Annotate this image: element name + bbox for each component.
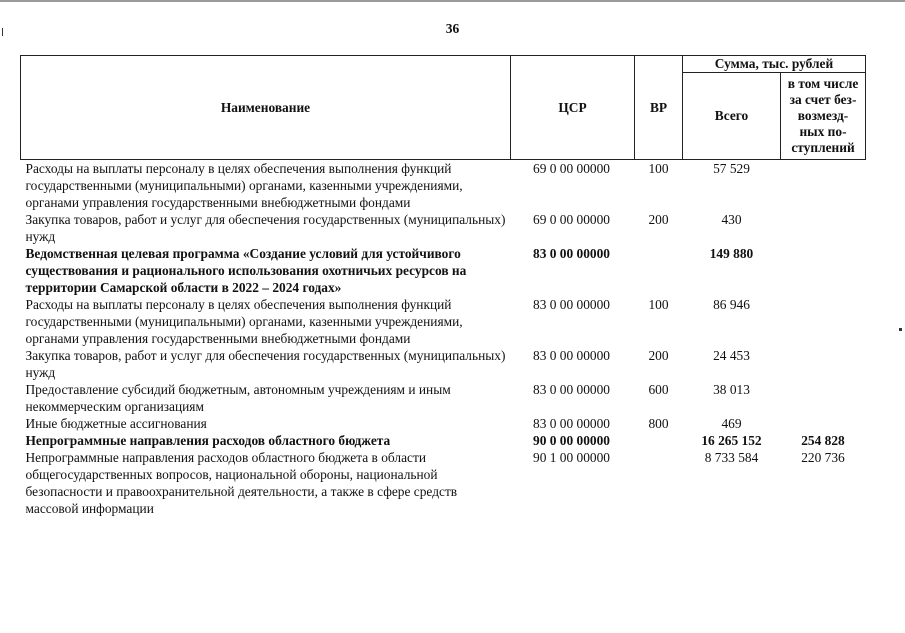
row-total: 149 880 xyxy=(709,246,754,261)
row-free xyxy=(781,347,866,381)
row-csr: 83 0 00 00000 xyxy=(533,246,610,261)
table-body xyxy=(21,160,866,518)
row-name: Закупка товаров, работ и услуг для обеспечения государственных (муниципальных) нужд xyxy=(25,212,506,244)
table-row xyxy=(21,245,866,296)
header-sum: Сумма, тыс. рублей xyxy=(683,56,866,73)
row-total: 86 946 xyxy=(713,297,750,312)
row-name: Расходы на выплаты персоналу в целях обеспечения выполнения функций государственными (муниципальными) органами, казенными учреждениями, органами управления государственными внебюджетными фондами xyxy=(25,297,463,346)
table-row xyxy=(21,449,866,517)
table-row xyxy=(21,381,866,415)
header-free-line: возмезд- xyxy=(797,108,849,123)
table-row xyxy=(21,415,866,432)
row-csr: 83 0 00 00000 xyxy=(533,348,610,363)
row-free xyxy=(781,160,866,212)
header-free xyxy=(781,73,866,160)
row-name: Закупка товаров, работ и услуг для обеспечения государственных (муниципальных) нужд xyxy=(25,348,506,380)
row-name: Ведомственная целевая программа «Создание условий для устойчивого существования и рационального использования охотничьих ресурсов на территории Самарской области в 2022 – 2024 годах» xyxy=(25,246,467,295)
table-row xyxy=(21,160,866,212)
row-vr xyxy=(635,449,683,517)
header-total: Всего xyxy=(683,73,781,160)
row-free xyxy=(781,245,866,296)
row-vr: 200 xyxy=(648,348,669,363)
row-csr: 83 0 00 00000 xyxy=(533,416,610,431)
row-csr: 90 0 00 00000 xyxy=(533,433,610,448)
row-csr: 69 0 00 00000 xyxy=(533,212,610,227)
table-row xyxy=(21,211,866,245)
row-vr: 100 xyxy=(648,297,669,312)
budget-table xyxy=(20,55,866,517)
row-vr xyxy=(635,245,683,296)
scan-mark-right xyxy=(899,328,902,331)
row-total: 16 265 152 xyxy=(701,433,762,448)
row-name: Расходы на выплаты персоналу в целях обеспечения выполнения функций государственными (муниципальными) органами, казенными учреждениями, органами управления государственными внебюджетными фондами xyxy=(25,161,463,210)
header-free-line: в том числе xyxy=(787,76,859,91)
row-csr: 83 0 00 00000 xyxy=(533,382,610,397)
scan-edge-line xyxy=(0,0,905,2)
row-free xyxy=(781,296,866,347)
table-header xyxy=(21,56,866,160)
row-name: Непрограммные направления расходов областного бюджета в области общегосударственных вопросов, национальной обороны, национальной безопасности и правоохранительной деятельности, а также в сфере средств массовой информации xyxy=(25,450,458,516)
row-free: 254 828 xyxy=(801,433,845,448)
row-name: Предоставление субсидий бюджетным, автономным учреждениям и иным некоммерческим организациям xyxy=(25,382,451,414)
row-vr: 600 xyxy=(648,382,669,397)
header-free-line: ных по- xyxy=(799,124,847,139)
header-free-line: за счет без- xyxy=(789,92,857,107)
row-vr: 800 xyxy=(648,416,669,431)
table-row xyxy=(21,296,866,347)
table-row xyxy=(21,432,866,449)
row-vr: 100 xyxy=(648,161,669,176)
row-free xyxy=(781,381,866,415)
row-csr: 90 1 00 00000 xyxy=(533,450,610,465)
header-vr: ВР xyxy=(635,56,683,160)
row-total: 8 733 584 xyxy=(704,450,759,465)
header-name: Наименование xyxy=(21,56,511,160)
row-name: Иные бюджетные ассигнования xyxy=(25,416,207,431)
page-number: 36 xyxy=(445,21,460,36)
row-total: 430 xyxy=(721,212,742,227)
row-csr: 69 0 00 00000 xyxy=(533,161,610,176)
table-row xyxy=(21,347,866,381)
row-free xyxy=(781,211,866,245)
row-vr xyxy=(635,432,683,449)
row-name: Непрограммные направления расходов областного бюджета xyxy=(25,433,391,448)
row-csr: 83 0 00 00000 xyxy=(533,297,610,312)
row-vr: 200 xyxy=(648,212,669,227)
header-free-line: ступлений xyxy=(791,140,855,155)
row-total: 469 xyxy=(721,416,742,431)
row-total: 57 529 xyxy=(713,161,750,176)
row-total: 38 013 xyxy=(713,382,750,397)
row-free xyxy=(781,415,866,432)
header-csr: ЦСР xyxy=(511,56,635,160)
row-total: 24 453 xyxy=(713,348,750,363)
row-free: 220 736 xyxy=(801,450,845,465)
